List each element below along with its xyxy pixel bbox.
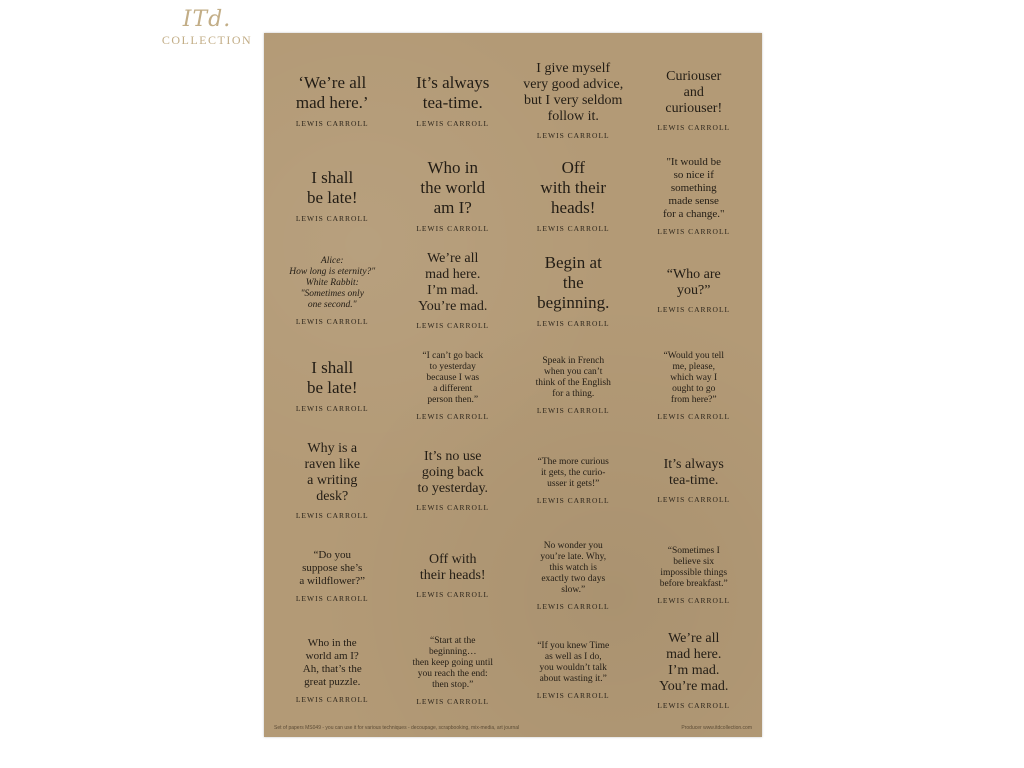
quote-card xyxy=(513,338,634,433)
quote-author: LEWIS CARROLL xyxy=(657,305,731,314)
quote-text: Who in the world am I? Ah, that’s the great puzzle. xyxy=(302,637,362,688)
quote-card xyxy=(393,243,514,338)
quote-author: LEWIS CARROLL xyxy=(536,601,610,611)
quote-grid xyxy=(272,53,754,718)
quote-card xyxy=(634,148,755,243)
quote-card xyxy=(393,53,514,148)
quote-text: “Would you tell me, please, which way I ought to go from here?” xyxy=(663,350,724,405)
quote-card xyxy=(513,528,634,623)
quote-author: LEWIS CARROLL xyxy=(416,696,490,706)
quote-text: We’re all mad here. I’m mad. You’re mad. xyxy=(659,631,729,694)
quote-card xyxy=(634,243,755,338)
quote-author: LEWIS CARROLL xyxy=(657,701,731,710)
quote-author: LEWIS CARROLL xyxy=(657,495,731,504)
quote-card xyxy=(272,528,393,623)
quote-text: Begin at the beginning. xyxy=(537,253,610,312)
quote-text: Who in the world am I? xyxy=(420,158,486,217)
quote-author: LEWIS CARROLL xyxy=(657,411,731,421)
quote-author: LEWIS CARROLL xyxy=(416,224,490,233)
quote-text: ‘We’re all mad here.’ xyxy=(295,73,369,112)
quote-card xyxy=(634,433,755,528)
quote-text: Speak in French when you can’t think of the English for a thing. xyxy=(535,356,611,399)
quote-card xyxy=(272,243,393,338)
quote-author: LEWIS CARROLL xyxy=(295,316,369,326)
quote-text: Off with their heads! xyxy=(540,158,607,217)
quote-card xyxy=(393,528,514,623)
quote-author: LEWIS CARROLL xyxy=(416,119,490,128)
quote-text: “Do you suppose she’s a wildflower?” xyxy=(299,548,366,587)
quote-card xyxy=(634,528,755,623)
quote-text: Off with their heads! xyxy=(419,552,486,583)
quote-card xyxy=(634,338,755,433)
quote-text: I shall be late! xyxy=(307,168,358,207)
quote-author: LEWIS CARROLL xyxy=(295,695,369,704)
quote-author: LEWIS CARROLL xyxy=(295,119,369,128)
quote-author: LEWIS CARROLL xyxy=(657,596,731,605)
quote-text: Alice: How long is eternity?" White Rabbit: "Sometimes only one second." xyxy=(289,255,376,310)
quote-card xyxy=(513,623,634,718)
quote-text: I give myself very good advice, but I very seldom follow it. xyxy=(523,61,624,124)
quote-card xyxy=(393,148,514,243)
quote-text: "It would be so nice if something made sense for a change." xyxy=(662,155,725,220)
quote-author: LEWIS CARROLL xyxy=(536,319,610,328)
quote-author: LEWIS CARROLL xyxy=(416,590,490,599)
quote-text: “The more curious it gets, the curio- usser it gets!” xyxy=(537,456,609,489)
kraft-paper-sheet xyxy=(264,33,762,737)
quote-text: I shall be late! xyxy=(307,358,358,397)
quote-text: “If you knew Time as well as I do, you wouldn’t talk about wasting it.” xyxy=(537,641,610,684)
quote-card xyxy=(513,433,634,528)
quote-card xyxy=(272,148,393,243)
quote-card xyxy=(513,53,634,148)
quote-card xyxy=(272,53,393,148)
quote-text: It’s always tea-time. xyxy=(416,73,490,112)
quote-author: LEWIS CARROLL xyxy=(295,511,369,520)
quote-author: LEWIS CARROLL xyxy=(657,123,731,132)
quote-text: “Start at the beginning… then keep going until you reach the end: then stop.” xyxy=(412,635,493,690)
quote-text: “Sometimes I believe six impossible things before breakfast.” xyxy=(659,546,728,589)
logo-wordmark: COLLECTION xyxy=(161,33,253,47)
quote-card xyxy=(393,433,514,528)
quote-author: LEWIS CARROLL xyxy=(416,321,490,330)
quote-card xyxy=(513,148,634,243)
quote-author: LEWIS CARROLL xyxy=(295,593,369,603)
quote-author: LEWIS CARROLL xyxy=(416,503,490,512)
quote-card xyxy=(634,53,755,148)
quote-author: LEWIS CARROLL xyxy=(536,131,610,140)
quote-text: It’s no use going back to yesterday. xyxy=(417,449,489,496)
quote-card xyxy=(272,623,393,718)
quote-card xyxy=(513,243,634,338)
quote-text: No wonder you you’re late. Why, this watch is exactly two days slow.” xyxy=(540,540,607,595)
quote-author: LEWIS CARROLL xyxy=(536,495,610,505)
quote-text: “I can’t go back to yesterday because I was a different person then.” xyxy=(422,350,484,405)
quote-text: Why is a raven like a writing desk? xyxy=(304,441,361,504)
quote-text: “Who are you?” xyxy=(666,267,721,298)
quote-text: We’re all mad here. I’m mad. You’re mad. xyxy=(418,251,488,314)
quote-author: LEWIS CARROLL xyxy=(295,214,369,223)
quote-card xyxy=(272,338,393,433)
quote-text: Curiouser and curiouser! xyxy=(665,69,723,116)
quote-author: LEWIS CARROLL xyxy=(295,404,369,413)
quote-author: LEWIS CARROLL xyxy=(536,224,610,233)
quote-author: LEWIS CARROLL xyxy=(657,226,731,236)
brand-logo xyxy=(146,8,268,54)
quote-card xyxy=(634,623,755,718)
quote-author: LEWIS CARROLL xyxy=(416,411,490,421)
quote-card xyxy=(272,433,393,528)
sheet-footer-note: Set of papers MS049 - you can use it for various techniques - decoupage, scrapbooking, mix-media, art journal xyxy=(274,725,520,731)
quote-author: LEWIS CARROLL xyxy=(536,406,610,415)
quote-card xyxy=(393,623,514,718)
quote-author: LEWIS CARROLL xyxy=(536,691,610,700)
quote-card xyxy=(393,338,514,433)
producer-credit: Producer www.itdcollection.com xyxy=(681,725,752,731)
logo-mark: ITd. xyxy=(182,7,232,32)
quote-text: It’s always tea-time. xyxy=(663,457,724,488)
